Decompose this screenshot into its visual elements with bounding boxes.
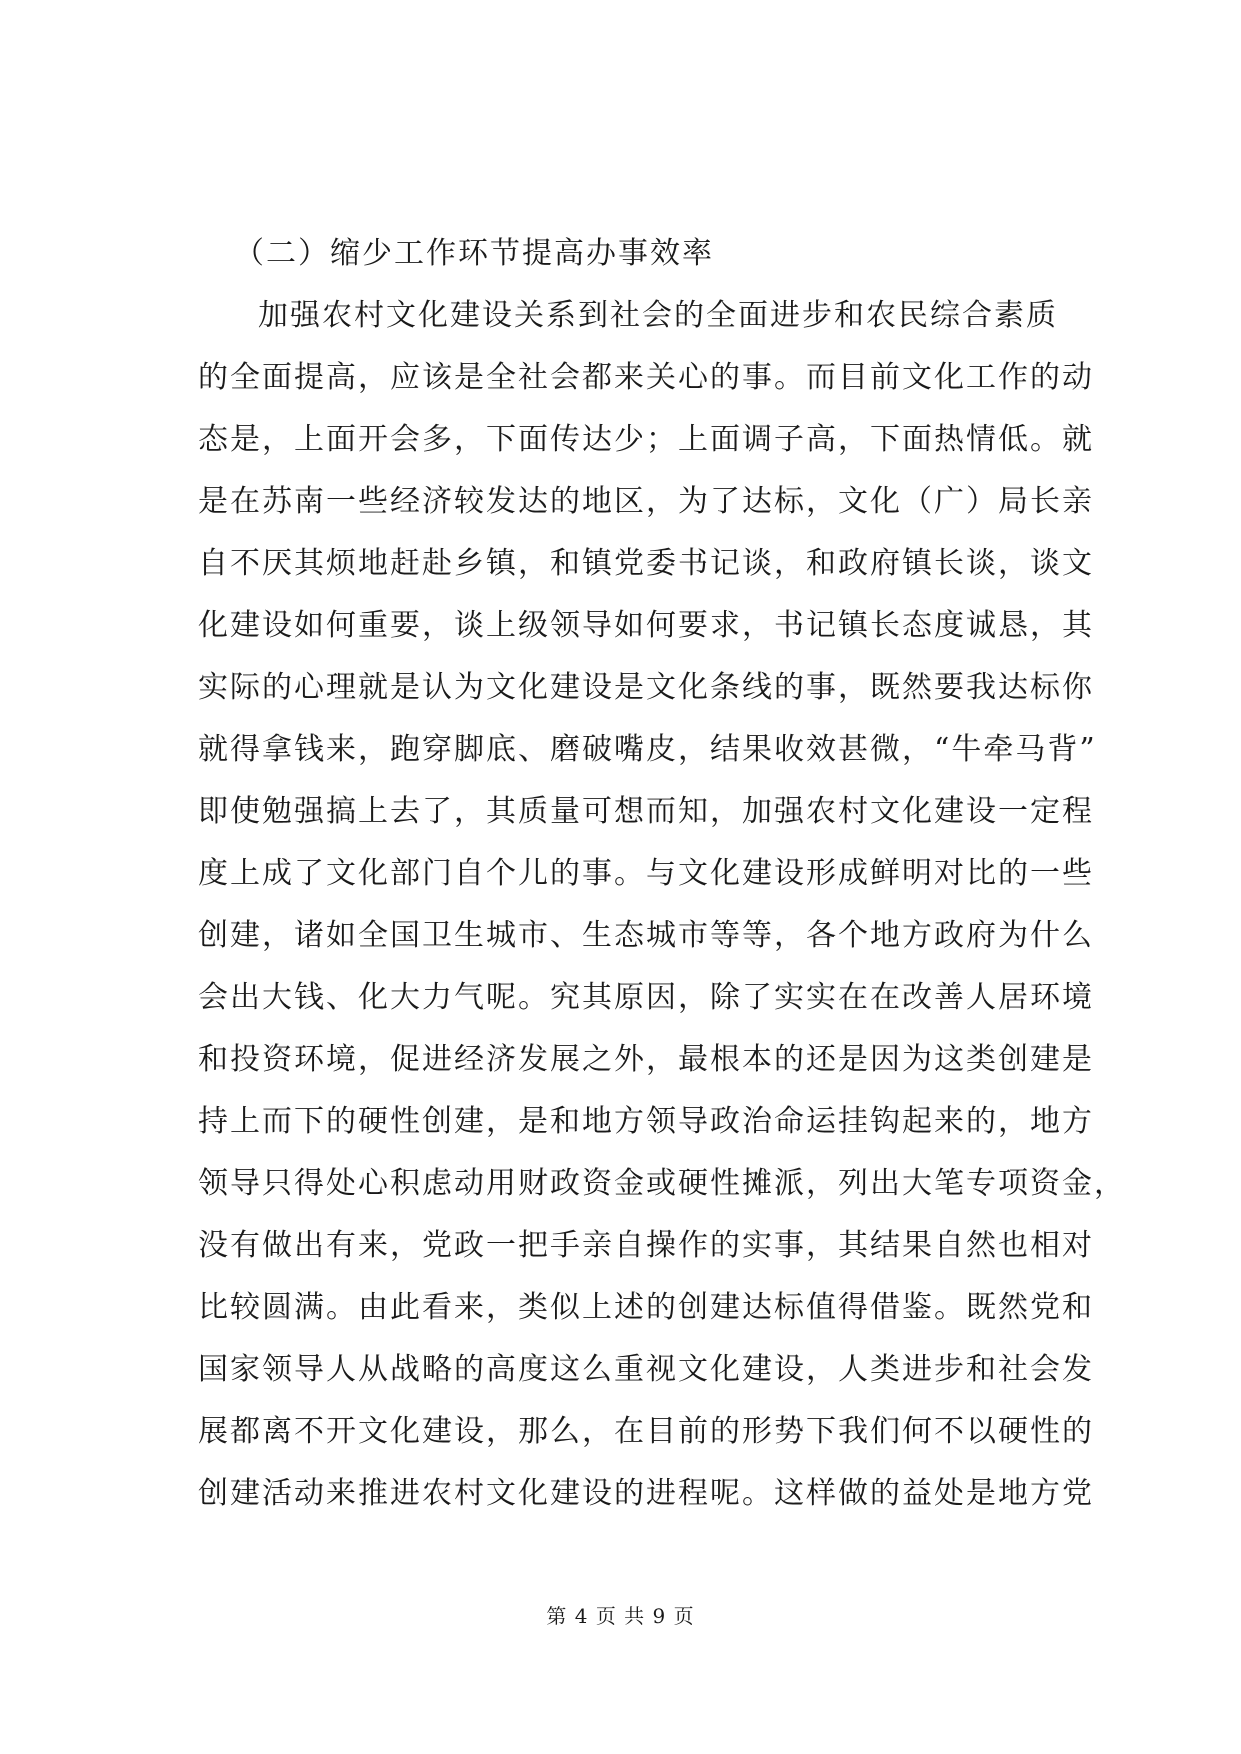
paragraph-line: 是在苏南一些经济较发达的地区，为了达标，文化（广）局长亲 <box>198 484 1094 519</box>
paragraph-line: 态是，上面开会多，下面传达少；上面调子高，下面热情低。就 <box>198 422 1094 457</box>
paragraph-line: 化建设如何重要，谈上级领导如何要求，书记镇长态度诚恳，其 <box>198 608 1094 643</box>
paragraph-line: 国家领导人从战略的高度这么重视文化建设，人类进步和社会发 <box>198 1352 1094 1387</box>
paragraph-line: 会出大钱、化大力气呢。究其原因，除了实实在在改善人居环境 <box>198 980 1094 1015</box>
paragraph-line: 即使勉强搞上去了，其质量可想而知，加强农村文化建设一定程 <box>198 794 1094 829</box>
paragraph-line: 持上而下的硬性创建，是和地方领导政治命运挂钩起来的，地方 <box>198 1104 1094 1139</box>
paragraph-line: 加强农村文化建设关系到社会的全面进步和农民综合素质 <box>258 298 1058 333</box>
paragraph-line: 创建活动来推进农村文化建设的进程呢。这样做的益处是地方党 <box>198 1476 1094 1511</box>
paragraph-line: 和投资环境，促进经济发展之外，最根本的还是因为这类创建是 <box>198 1042 1094 1077</box>
paragraph-line: 展都离不开文化建设，那么，在目前的形势下我们何不以硬性的 <box>198 1414 1094 1449</box>
page-number: 第 4 页 共 9 页 <box>546 1604 695 1628</box>
paragraph-line: 创建，诸如全国卫生城市、生态城市等等，各个地方政府为什么 <box>198 918 1094 953</box>
paragraph-line: 度上成了文化部门自个儿的事。与文化建设形成鲜明对比的一些 <box>198 856 1094 891</box>
page-footer <box>0 1600 1241 1629</box>
paragraph-line: 自不厌其烦地赶赴乡镇，和镇党委书记谈，和政府镇长谈，谈文 <box>198 546 1094 581</box>
paragraph-line: 实际的心理就是认为文化建设是文化条线的事，既然要我达标你 <box>198 670 1094 705</box>
paragraph-line: 就得拿钱来，跑穿脚底、磨破嘴皮，结果收效甚微，“牛牵马背” <box>198 732 1097 767</box>
paragraph-line: 的全面提高，应该是全社会都来关心的事。而目前文化工作的动 <box>198 360 1094 395</box>
document-body <box>198 223 1126 1525</box>
paragraph-line: 比较圆满。由此看来，类似上述的创建达标值得借鉴。既然党和 <box>198 1290 1094 1325</box>
paragraph <box>198 285 1126 1525</box>
paragraph-line: 没有做出有来，党政一把手亲自操作的实事，其结果自然也相对 <box>198 1228 1094 1263</box>
paragraph-line: 领导只得处心积虑动用财政资金或硬性摊派，列出大笔专项资金， <box>198 1166 1126 1201</box>
section-heading: （二）缩少工作环节提高办事效率 <box>234 236 714 271</box>
